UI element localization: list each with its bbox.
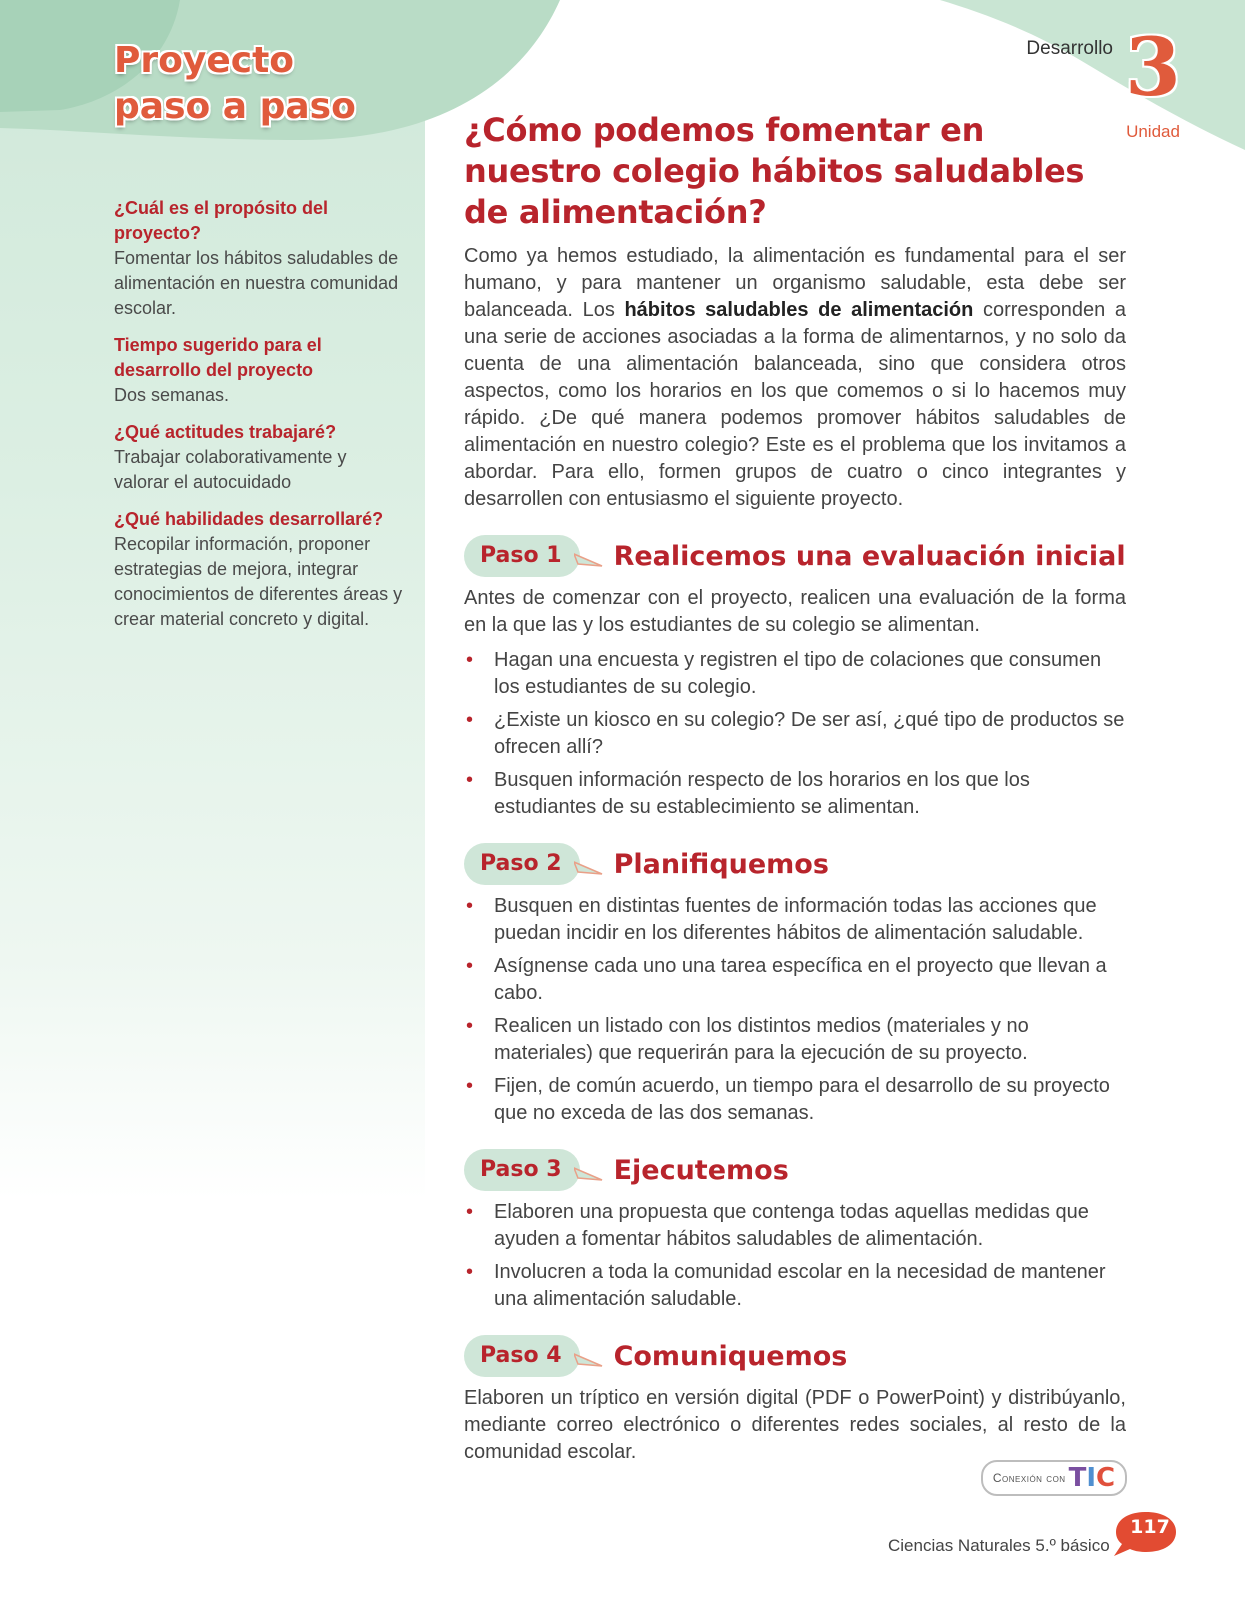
list-item: • Involucren a toda la comunidad escolar en la necesidad de mantener una alimentación saludable. (464, 1259, 1126, 1313)
step-1-heading: Realicemos una evaluación inicial (613, 540, 1126, 572)
main-content (464, 110, 1126, 1466)
step-4-tag: Paso 4 (464, 1335, 580, 1377)
page-title-line1: ¿Cómo podemos fomentar en (464, 111, 985, 149)
page-title-line3: de alimentación? (464, 193, 767, 231)
step-2-header (464, 843, 1126, 885)
step-4-text: Elaboren un tríptico en versión digital (PDF o PowerPoint) y distribúyanlo, mediante correo electrónico o diferentes redes sociales, al resto de la comunidad escolar. (464, 1387, 1126, 1463)
time-block (114, 333, 404, 408)
step-4-header (464, 1335, 1126, 1377)
list-item: • Busquen en distintas fuentes de información todas las acciones que puedan incidir en los diferentes hábitos de alimentación saludable. (464, 893, 1126, 947)
step-1-tag: Paso 1 (464, 535, 580, 577)
page-title (464, 110, 1126, 233)
footer-book-title: Ciencias Naturales 5.º básico (888, 1536, 1110, 1555)
list-item: • Fijen, de común acuerdo, un tiempo para el desarrollo de su proyecto que no exceda de las dos semanas. (464, 1073, 1126, 1127)
project-title (114, 38, 414, 130)
unit-label: Unidad (1126, 122, 1180, 141)
project-title-line2: paso a paso (114, 86, 356, 127)
tic-small-label: Conexión con (992, 1471, 1066, 1485)
section-label: Desarrollo (1026, 38, 1113, 59)
step-4-heading: Comuniquemos (613, 1340, 848, 1372)
step-3-tag: Paso 3 (464, 1149, 580, 1191)
tic-connection-badge[interactable] (981, 1460, 1127, 1496)
intro-text-1: Como ya hemos estudiado, la alimentación es fundamental para el ser humano, y para mantener un organismo saludable, esta debe ser balanceada. Los (464, 245, 1126, 321)
attitudes-block (114, 420, 404, 495)
step-1-list (464, 647, 1126, 821)
purpose-block (114, 196, 404, 321)
tic-letter: T (1068, 1463, 1087, 1493)
skills-answer: Recopilar información, proponer estrategias de mejora, integrar conocimientos de diferentes áreas y crear material concreto y digital. (114, 534, 403, 629)
intro-paragraph (464, 243, 1126, 513)
step-2-tag: Paso 2 (464, 843, 580, 885)
project-title-line1: Proyecto (114, 40, 295, 81)
tic-letter: I (1086, 1463, 1096, 1493)
step-1-header (464, 535, 1126, 577)
intro-text-2: corresponden a una serie de acciones asociadas a la forma de alimentarnos, y no solo da cuenta de una alimentación balanceada, sino que considera otros aspectos, como los horarios en los que comemos o si lo hacemos muy rápido. ¿De qué manera podemos promover hábitos saludables de alimentación en nuestro colegio? Este es el problema que los invitamos a abordar. Para ello, formen grupos de cuatro o cinco integrantes y desarrollen con entusiasmo el siguiente proyecto. (464, 299, 1126, 510)
list-item: • ¿Existe un kiosco en su colegio? De ser así, ¿qué tipo de productos se ofrecen allí? (464, 707, 1126, 761)
step-1-text: Antes de comenzar con el proyecto, realicen una evaluación de la forma en la que las y los estudiantes de su colegio se alimentan. (464, 587, 1126, 636)
unit-number: 3 (1125, 20, 1181, 114)
list-item: • Hagan una encuesta y registren el tipo de colaciones que consumen los estudiantes de su colegio. (464, 647, 1126, 701)
intro-bold-term: hábitos saludables de alimentación (624, 299, 974, 321)
list-item: • Asígnense cada uno una tarea específica en el proyecto que llevan a cabo. (464, 953, 1126, 1007)
skills-block (114, 507, 404, 632)
attitudes-answer: Trabajar colaborativamente y valorar el autocuidado (114, 447, 347, 492)
time-question: Tiempo sugerido para el desarrollo del proyecto (114, 335, 322, 380)
step-tail-icon (574, 1164, 604, 1184)
step-tail-icon (574, 550, 604, 570)
tic-letter: C (1096, 1463, 1116, 1493)
step-3-heading: Ejecutemos (613, 1154, 789, 1186)
page-title-line2: nuestro colegio hábitos saludables (464, 152, 1085, 190)
list-item: • Realicen un listado con los distintos medios (materiales y no materiales) que requerirán para la ejecución de su proyecto. (464, 1013, 1126, 1067)
attitudes-question: ¿Qué actitudes trabajaré? (114, 422, 337, 442)
page-number: 117 (1130, 1516, 1170, 1538)
step-tail-icon (574, 1350, 604, 1370)
skills-question: ¿Qué habilidades desarrollaré? (114, 509, 384, 529)
purpose-answer: Fomentar los hábitos saludables de alimentación en nuestra comunidad escolar. (114, 248, 399, 318)
list-item: • Busquen información respecto de los horarios en los que los estudiantes de su establecimiento se alimentan. (464, 767, 1126, 821)
project-info-sidebar (114, 196, 404, 644)
step-tail-icon (574, 858, 604, 878)
step-3-header (464, 1149, 1126, 1191)
tic-logo (1069, 1464, 1116, 1492)
purpose-question: ¿Cuál es el propósito del proyecto? (114, 198, 329, 243)
step-2-list (464, 893, 1126, 1127)
step-3-list (464, 1199, 1126, 1313)
list-item: • Elaboren una propuesta que contenga todas aquellas medidas que ayuden a fomentar hábitos saludables de alimentación. (464, 1199, 1126, 1253)
time-answer: Dos semanas. (114, 385, 230, 405)
step-2-heading: Planifiquemos (613, 848, 829, 880)
